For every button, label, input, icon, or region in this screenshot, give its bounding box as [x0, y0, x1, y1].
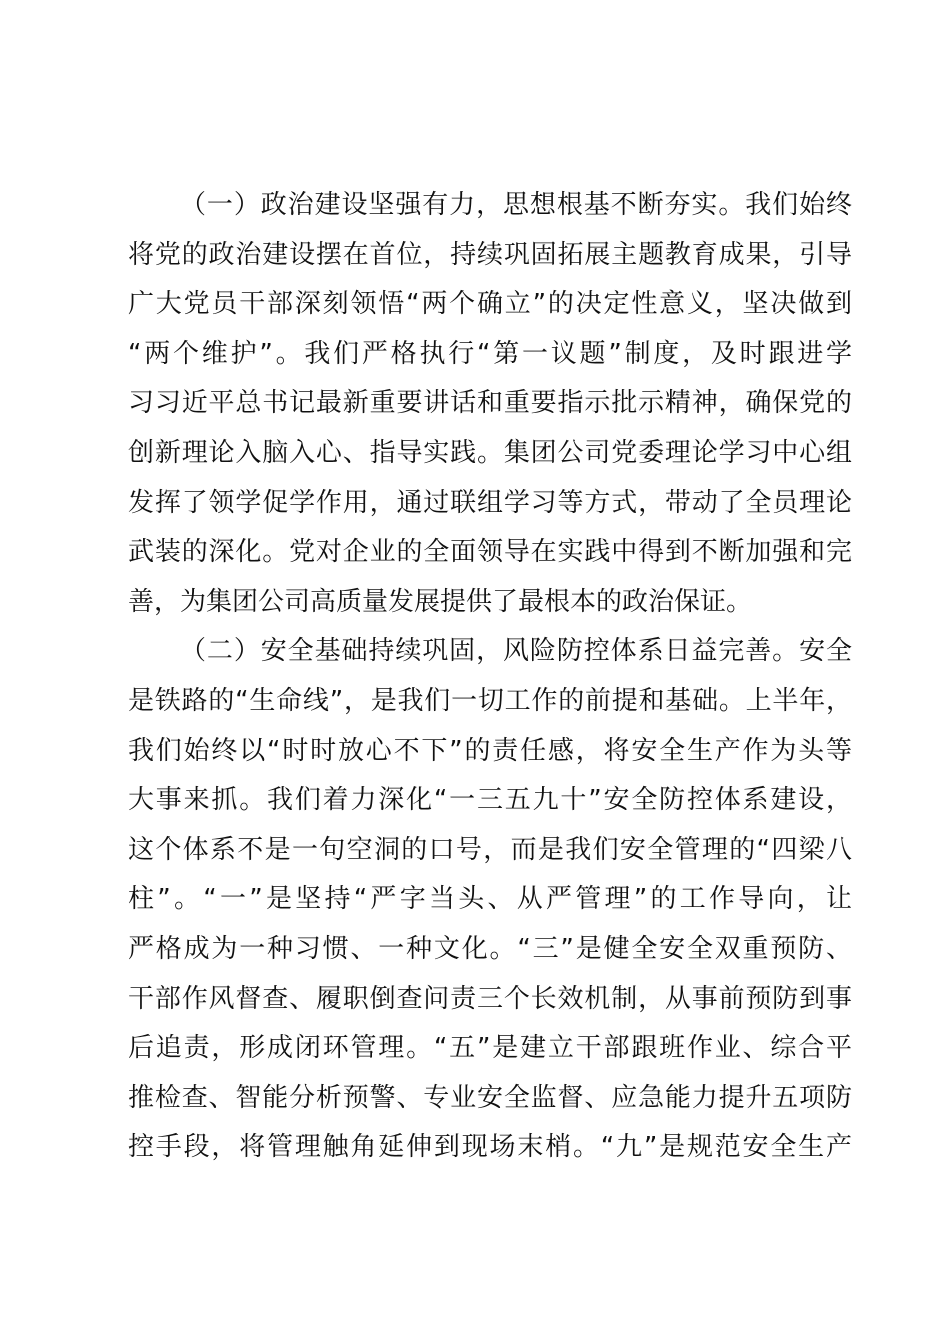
- paragraph-line: 武装的深化。党对企业的全面领导在实践中得到不断加强和完: [128, 537, 852, 568]
- paragraph-line: 严格成为一种习惯、一种文化。“三”是健全安全双重预防、: [128, 933, 852, 964]
- paragraph-line: 这个体系不是一句空洞的口号，而是我们安全管理的“四梁八: [128, 834, 852, 865]
- paragraph-line: 干部作风督查、履职倒查问责三个长效机制，从事前预防到事: [128, 983, 852, 1014]
- paragraph-line: 发挥了领学促学作用，通过联组学习等方式，带动了全员理论: [128, 487, 852, 518]
- paragraph-line: （二）安全基础持续巩固，风险防控体系日益完善。安全: [180, 636, 852, 667]
- paragraph-line: 创新理论入脑入心、指导实践。集团公司党委理论学习中心组: [128, 437, 852, 468]
- paragraph-line: 推检查、智能分析预警、专业安全监督、应急能力提升五项防: [128, 1082, 852, 1113]
- paragraph-safety-foundation: [128, 627, 852, 1173]
- paragraph-line: 将党的政治建设摆在首位，持续巩固拓展主题教育成果，引导: [128, 239, 852, 270]
- paragraph-line: 控手段，将管理触角延伸到现场末梢。“九”是规范安全生产: [128, 1132, 852, 1163]
- paragraph-line: 后追责，形成闭环管理。“五”是建立干部跟班作业、综合平: [128, 1033, 852, 1064]
- document-body: [128, 181, 852, 1173]
- paragraph-line: 大事来抓。我们着力深化“一三五九十”安全防控体系建设，: [128, 785, 852, 816]
- paragraph-line: 习习近平总书记最新重要讲话和重要指示批示精神，确保党的: [128, 388, 852, 419]
- paragraph-line: 广大党员干部深刻领悟“两个确立”的决定性意义，坚决做到: [128, 289, 852, 320]
- paragraph-line: 我们始终以“时时放心不下”的责任感，将安全生产作为头等: [128, 735, 852, 766]
- paragraph-political-construction: [128, 181, 852, 627]
- paragraph-line: 善，为集团公司高质量发展提供了最根本的政治保证。: [128, 586, 753, 617]
- paragraph-line: “两个维护”。我们严格执行“第一议题”制度，及时跟进学: [128, 338, 852, 369]
- paragraph-line: 是铁路的“生命线”，是我们一切工作的前提和基础。上半年，: [128, 685, 852, 716]
- paragraph-line: （一）政治建设坚强有力，思想根基不断夯实。我们始终: [180, 190, 852, 220]
- paragraph-line: 柱”。“一”是坚持“严字当头、从严管理”的工作导向，让: [128, 884, 852, 915]
